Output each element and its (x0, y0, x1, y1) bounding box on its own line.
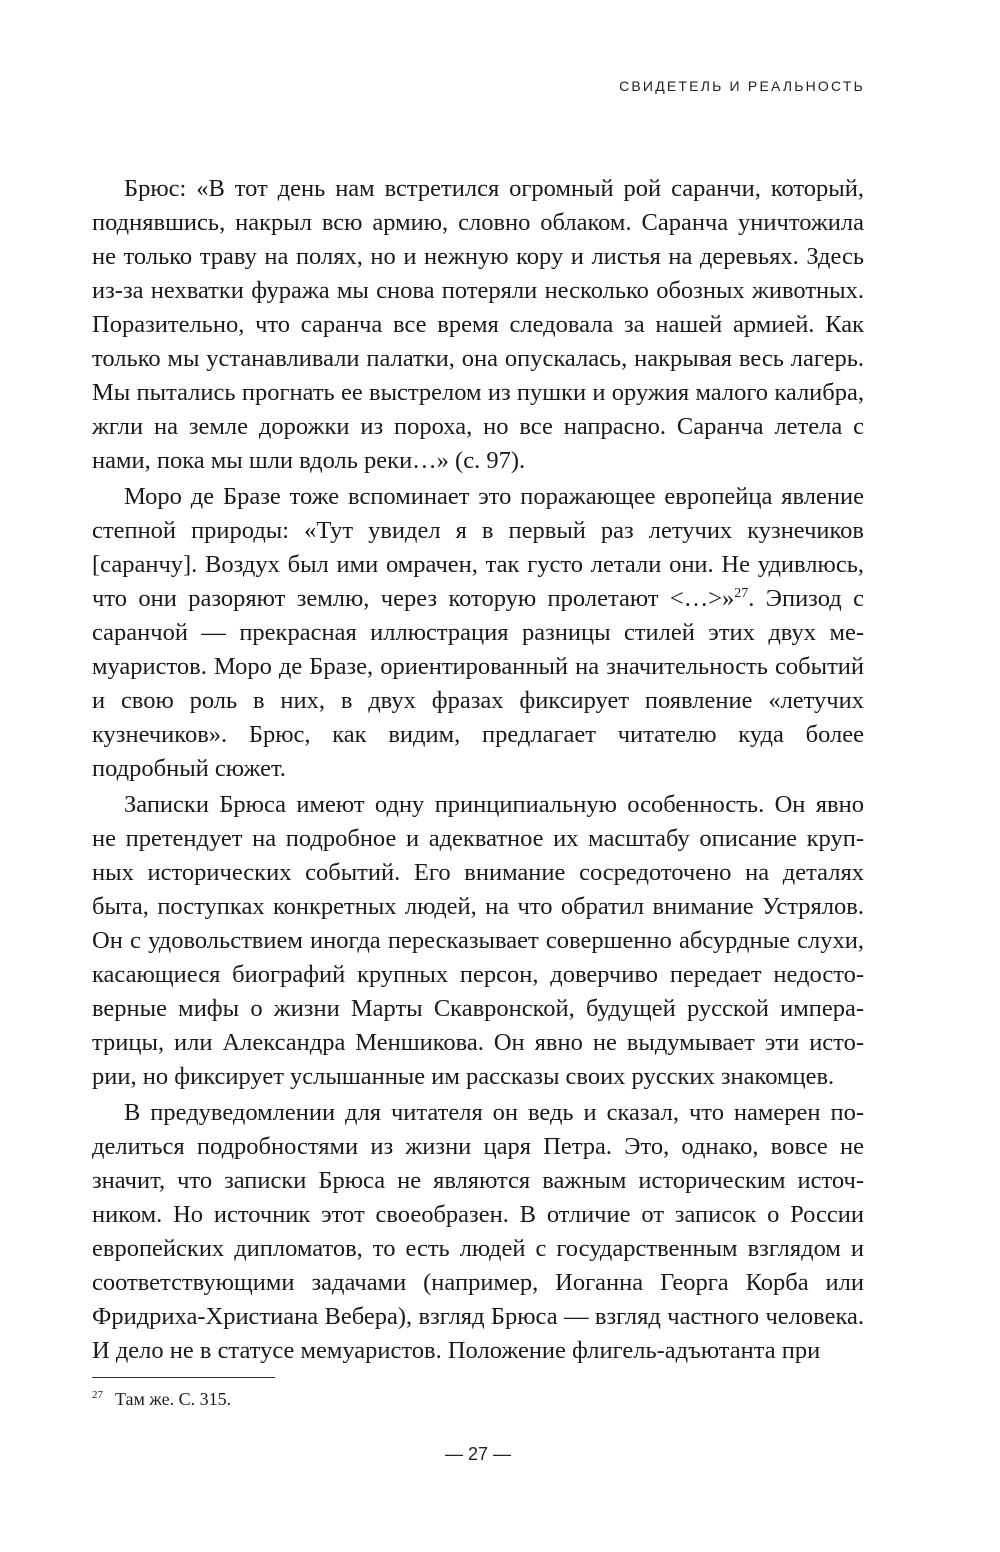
page-number: — 27 — (444, 1444, 512, 1464)
running-head: СВИДЕТЕЛЬ И РЕАЛЬНОСТЬ (619, 78, 865, 94)
footnote-divider (92, 1377, 275, 1378)
footnote-reference-27: 27 (734, 586, 749, 601)
paragraph-2 (92, 480, 864, 786)
paragraph-4: В предуведомлении для читателя он ведь и сказал, что намерен поделиться подробностями из жизни царя Петра. Это, однако, вовсе не значит, что записки Брюса не являются важным историческим источником. Но источник этот своеобразен. В отличие от записок о России европейских дипломатов, то есть людей с государственным взглядом и соответствующими задачами (например, Иоганна Георга Корба или Фридриха-Христиана Вебера), взгляд Брюса — взгляд частного человека. И дело не в статусе мемуаристов. Положение флигель-адъютанта при (92, 1099, 864, 1364)
paragraph-2-part-2: . Эпизод с саранчой — прекрасная иллюстрация разницы стилей этих двух мемуаристов. Моро де Бразе, ориентированный на значительность событий и свою роль в них, в двух фразах фиксирует появление «летучих кузнечиков». Брюс, как видим, предлагает читателю куда более подробный сюжет. (92, 585, 864, 782)
paragraph-1: Брюс: «В тот день нам встретился огромный рой саранчи, который, поднявшись, накрыл всю армию, словно облаком. Саранча уничтожила не только траву на полях, но и нежную кору и листья на деревьях. Здесь из-за нехватки фуража мы снова потеряли несколько обозных животных. Поразительно, что саранча все время следовала за нашей армией. Как только мы устанавливали палатки, она опускалась, накрывая весь лагерь. Мы пытались прогнать ее выстрелом из пушки и оружия малого калибра, жгли на земле дорожки из пороха, но все напрасно. Саранча летела с нами, пока мы шли вдоль реки…» (с. 97). (92, 175, 864, 474)
footnote-text: Там же. С. 315. (115, 1389, 232, 1409)
paragraph-2-part-1: Моро де Бразе тоже вспоминает это поражающее европейца явление степной природы: «Тут увидел я в первый раз летучих кузнечиков [саранчу]. Воздух был ими омрачен, так густо летали они. Не удивлюсь, что они разоряют землю, через которую пролетают <…>» (92, 483, 864, 612)
paragraph-3: Записки Брюса имеют одну принципиальную особенность. Он явно не претендует на подробное и адекватное их масштабу описание крупных исторических событий. Его внимание сосредоточено на деталях быта, поступках конкретных людей, на что обратил внимание Устрялов. Он с удовольствием иногда пересказывает совершенно абсурдные слухи, касающиеся биографий крупных персон, доверчиво передает недостоверные мифы о жизни Марты Скавронской, будущей русской императрицы, или Александра Меншикова. Он явно не выдумывает эти истории, но фиксирует услышанные им рассказы своих русских знакомцев. (92, 791, 864, 1090)
footnote (92, 1387, 231, 1411)
footnote-number: 27 (92, 1389, 103, 1401)
body-text (92, 172, 864, 1368)
